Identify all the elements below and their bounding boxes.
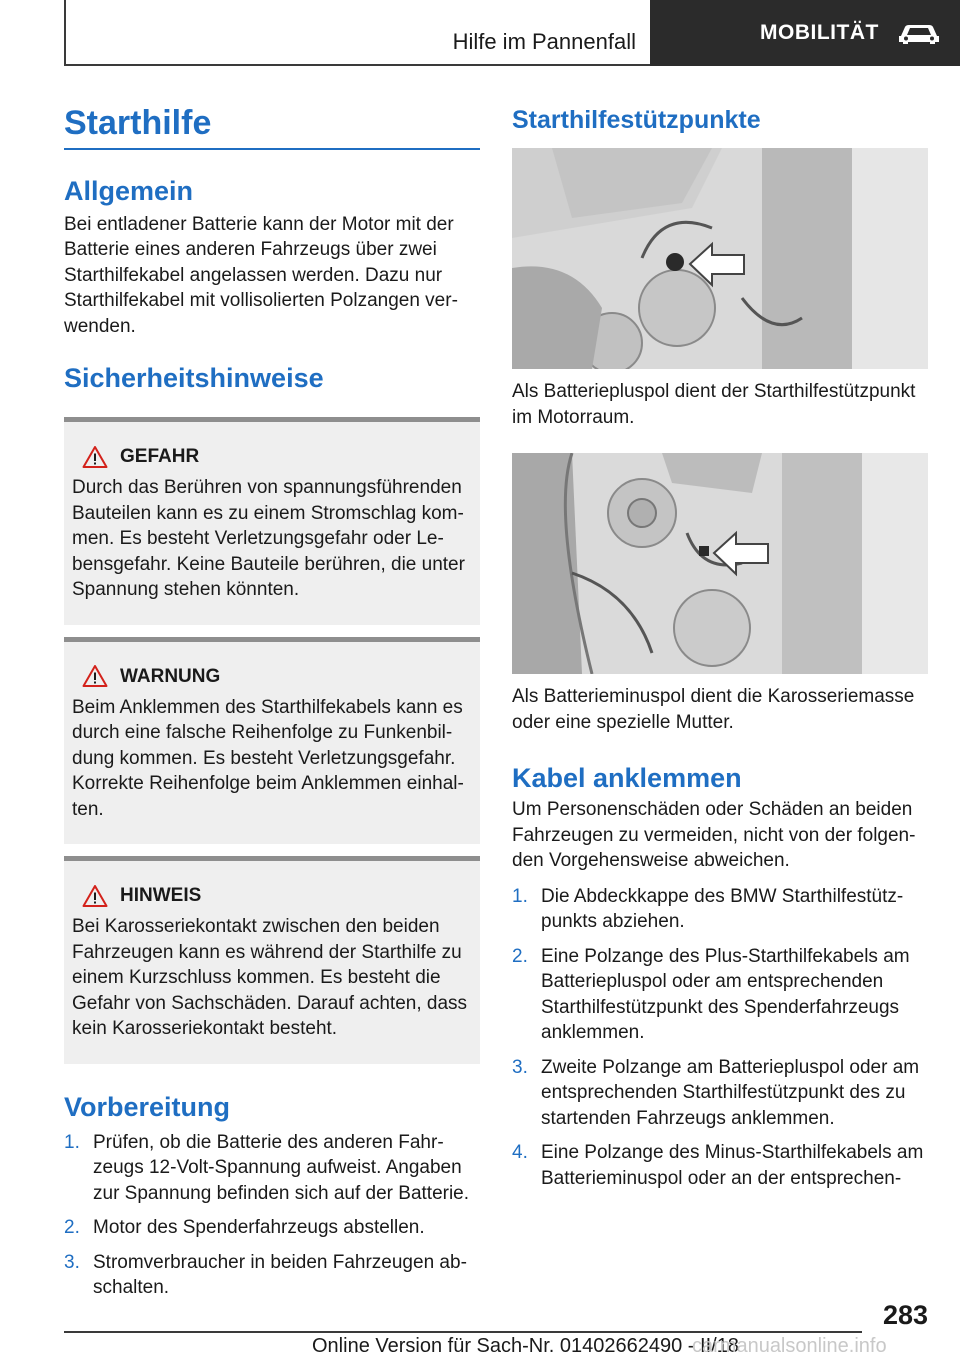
engine-bay-illustration — [512, 148, 928, 369]
general-text: Bei entladener Batterie kann der Motor mit der Batterie eines anderen Fahrzeugs über zwei Starthilfekabel angelassen werden. Dazu nur Starthilfekabel mit vollisolierten Polzangen verwenden. — [64, 213, 458, 337]
header-section-title: Hilfe im Pannenfall — [452, 29, 636, 54]
warning-box-warning — [64, 637, 480, 845]
warning-box-danger — [64, 417, 480, 625]
page-title: Starthilfe — [64, 104, 212, 142]
warning-label: GEFAHR — [120, 446, 200, 467]
list-item — [512, 884, 928, 935]
header-divider-horizontal — [64, 64, 650, 66]
step-number: 4. — [512, 1142, 528, 1163]
right-column — [512, 100, 928, 1200]
caption-positive: Als Batteriepluspol dient der Starthilfestützpunkt im Motorraum. — [512, 381, 916, 428]
step-number: 1. — [512, 885, 528, 907]
step-text: Die Abdeckkappe des BMW Starthilfestützpunkts abziehen. — [541, 885, 904, 932]
engine-bay-photo-positive — [512, 148, 928, 369]
warning-triangle-icon — [82, 664, 108, 688]
car-icon — [897, 21, 941, 45]
warning-label: WARNUNG — [120, 665, 221, 687]
heading-preparation: Vorbereitung — [64, 1091, 231, 1122]
step-text: Stromverbraucher in beiden Fahrzeugen abschalten. — [93, 1251, 467, 1298]
header-chapter-label: MOBILITÄT — [760, 21, 879, 44]
page-number: 283 — [882, 1300, 928, 1330]
heading-jump-points: Starthilfestützpunkte — [512, 106, 761, 134]
warning-text: Beim Anklemmen des Starthilfekabels kann es durch eine falsche Reihenfolge zu Funkenbildung kommen. Es besteht Verletzungsgefahr. Korrekte Reihenfolge beim Anklemmen einhalten. — [72, 696, 464, 820]
left-column — [64, 100, 480, 1310]
clamp-intro: Um Personenschäden oder Schäden an beiden Fahrzeugen zu vermeiden, nicht von der folgenden Vorgehensweise abweichen. — [512, 799, 916, 871]
list-item — [512, 1055, 928, 1132]
step-text: Eine Polzange des Plus-Starthilfekabels am Batteriepluspol oder am entsprechenden Starthilfestützpunkt des Spenderfahrzeugs anklemmen. — [541, 945, 910, 1043]
step-text: Motor des Spenderfahrzeugs abstellen. — [93, 1217, 425, 1238]
step-text: Zweite Polzange am Batteriepluspol oder am entsprechenden Starthilfestützpunkt des zu startenden Fahrzeugs anklemmen. — [541, 1056, 920, 1129]
list-item — [512, 1140, 928, 1191]
warning-text: Durch das Berühren von spannungsführenden Bauteilen kann es zu einem Stromschlag kommen. Es besteht Verletzungsgefahr oder Lebensgefahr. Keine Bauteile berühren, die unter Spannung stehen könnten. — [72, 477, 465, 600]
warning-label: HINWEIS — [120, 885, 202, 906]
warning-triangle-icon — [82, 884, 108, 908]
step-number: 3. — [64, 1251, 80, 1273]
engine-bay-illustration — [512, 453, 928, 674]
caption-negative: Als Batterieminuspol dient die Karosseriemasse oder eine spezielle Mutter. — [512, 686, 915, 733]
warning-triangle-icon — [82, 445, 108, 469]
step-number: 2. — [512, 945, 528, 967]
list-item — [64, 1130, 480, 1207]
step-text: Prüfen, ob die Batterie des anderen Fahrzeugs 12-Volt-Spannung aufweist. Angaben zur Spannung befinden sich auf der Batterie. — [93, 1131, 470, 1204]
step-number: 1. — [64, 1131, 80, 1153]
footer-rule — [64, 1331, 862, 1333]
list-item — [512, 944, 928, 1046]
step-text: Eine Polzange des Minus-Starthilfekabels am Batterieminuspol oder an der entsprechen- — [541, 1142, 924, 1189]
heading-general: Allgemein — [64, 175, 194, 206]
list-item — [64, 1215, 480, 1241]
footer-watermark: carmanualsonline.info — [692, 1335, 887, 1357]
heading-clamp-cables: Kabel anklemmen — [512, 763, 742, 793]
step-number: 2. — [64, 1217, 80, 1238]
preparation-steps — [64, 1130, 480, 1301]
warning-box-notice — [64, 856, 480, 1064]
warning-text: Bei Karosseriekontakt zwischen den beiden Fahrzeugen kann es während der Starthilfe zu einem Kurzschluss kommen. Es besteht die Gefahr von Sachschäden. Darauf achten, dass kein Karosseriekontakt besteht. — [72, 916, 468, 1039]
heading-safety: Sicherheitshinweise — [64, 363, 324, 393]
step-number: 3. — [512, 1056, 528, 1078]
engine-bay-photo-negative — [512, 453, 928, 674]
title-rule — [64, 148, 480, 150]
list-item — [64, 1250, 480, 1301]
footer-online-version: Online Version für Sach-Nr. 01402662490 - II/18 — [312, 1335, 739, 1357]
clamp-steps — [512, 884, 928, 1192]
header-chapter-tab — [650, 0, 960, 66]
